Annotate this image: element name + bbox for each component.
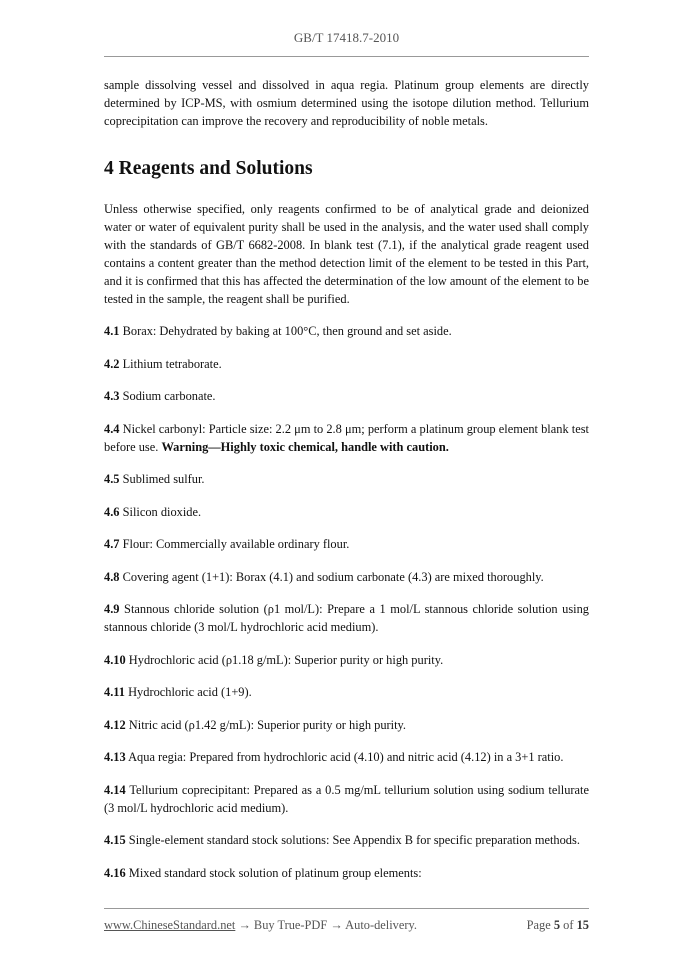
reagent-item <box>104 503 589 521</box>
reagent-item <box>104 651 589 669</box>
footer-divider <box>104 908 589 909</box>
reagent-item-text: Tellurium coprecipitant: Prepared as a 0.5 mg/mL tellurium solution using sodium tellurate (3 mol/L hydrochloric acid medium). <box>104 782 590 815</box>
reagent-item-number: 4.4 <box>104 421 120 436</box>
page-header <box>104 30 589 46</box>
reagent-item-text: Covering agent (1+1): Borax (4.1) and sodium carbonate (4.3) are mixed thoroughly. <box>122 569 544 584</box>
document-id: GB/T 17418.7-2010 <box>293 30 400 45</box>
section-title: 4 Reagents and Solutions <box>104 158 313 179</box>
reagent-list <box>104 322 589 882</box>
reagent-item-text: Nickel carbonyl: Particle size: 2.2 μm to 2.8 μm; perform a platinum group element blank test before use. <box>104 421 589 454</box>
reagent-item-text: Stannous chloride solution (ρ1 mol/L): Prepare a 1 mol/L stannous chloride solution using stannous chloride (3 mol/L hydrochloric acid medium). <box>104 602 589 634</box>
reagent-item-text: Aqua regia: Prepared from hydrochloric acid (4.10) and nitric acid (4.12) in a 3+1 ratio. <box>128 750 564 764</box>
header-divider <box>104 56 589 57</box>
reagent-item <box>104 748 589 766</box>
reagent-item-text: Nitric acid (ρ1.42 g/mL): Superior purity or high purity. <box>128 717 407 732</box>
reagent-item-text: Single-element standard stock solutions: See Appendix B for specific preparation methods. <box>128 833 580 847</box>
reagent-item-number: 4.11 <box>104 685 125 699</box>
footer-promo-text: → Buy True-PDF → Auto-delivery. <box>235 918 417 932</box>
reagent-item-number: 4.9 <box>104 602 120 616</box>
reagent-item-number: 4.16 <box>104 865 126 880</box>
of-label: of <box>563 918 574 932</box>
reagent-item-text: Sublimed sulfur. <box>122 472 205 486</box>
reagent-item-number: 4.1 <box>104 324 120 338</box>
page-indicator <box>527 918 589 933</box>
reagent-item-text: Flour: Commercially available ordinary flour. <box>122 537 350 551</box>
page-total: 15 <box>576 918 589 932</box>
page-content <box>104 76 589 896</box>
site-link[interactable]: www.ChineseStandard.net <box>104 918 236 932</box>
reagent-item-number: 4.13 <box>104 750 126 764</box>
reagent-item-text: Hydrochloric acid (1+9). <box>128 685 252 699</box>
reagent-item <box>104 470 589 488</box>
reagent-item-number: 4.3 <box>104 389 120 403</box>
reagent-item-number: 4.14 <box>104 782 126 797</box>
reagent-item <box>104 683 589 701</box>
footer-left <box>104 918 417 933</box>
reagent-item <box>104 355 589 373</box>
reagent-item <box>104 568 589 586</box>
reagent-item-text: Mixed standard stock solution of platinum group elements: <box>128 865 422 880</box>
reagent-item-number: 4.10 <box>104 652 126 667</box>
intro-paragraph: sample dissolving vessel and dissolved in aqua regia. Platinum group elements are directly determined by ICP-MS, with osmium determined using the isotope dilution method. Tellurium coprecipitation can improve the recovery and reproducibility of noble metals. <box>104 78 589 128</box>
section-intro: Unless otherwise specified, only reagents confirmed to be of analytical grade and deionized water or water of equivalent purity shall be used in the analysis, and the water used shall comply with the standards of GB/T 6682-2008. In blank test (7.1), if the analytical grade reagent used contains a content greater than the method detection limit of the element to be tested in this Part, and it is confirmed that this has affected the determination of the low amount of the element to be tested in the sample, the reagent shall be purified. <box>104 202 589 306</box>
reagent-item <box>104 420 589 456</box>
reagent-item-number: 4.12 <box>104 717 126 732</box>
reagent-item-text: Hydrochloric acid (ρ1.18 g/mL): Superior purity or high purity. <box>128 652 444 667</box>
reagent-item-number: 4.8 <box>104 569 120 584</box>
reagent-item-text: Borax: Dehydrated by baking at 100°C, then ground and set aside. <box>122 324 452 338</box>
reagent-item <box>104 716 589 734</box>
reagent-item <box>104 322 589 340</box>
warning-text: Warning—Highly toxic chemical, handle with caution. <box>161 439 449 454</box>
reagent-item <box>104 864 589 882</box>
reagent-item <box>104 600 589 636</box>
reagent-item-number: 4.2 <box>104 356 120 371</box>
reagent-item <box>104 831 589 849</box>
reagent-item <box>104 387 589 405</box>
reagent-item-number: 4.15 <box>104 833 126 847</box>
reagent-item <box>104 781 589 817</box>
reagent-item-text: Lithium tetraborate. <box>122 356 222 371</box>
reagent-item <box>104 535 589 553</box>
reagent-item-number: 4.6 <box>104 504 120 519</box>
reagent-item-text: Sodium carbonate. <box>122 389 216 403</box>
reagent-item-number: 4.7 <box>104 537 120 551</box>
reagent-item-number: 4.5 <box>104 472 120 486</box>
page-number: 5 <box>553 918 561 932</box>
page-label: Page <box>526 918 551 932</box>
reagent-item-text: Silicon dioxide. <box>122 504 202 519</box>
